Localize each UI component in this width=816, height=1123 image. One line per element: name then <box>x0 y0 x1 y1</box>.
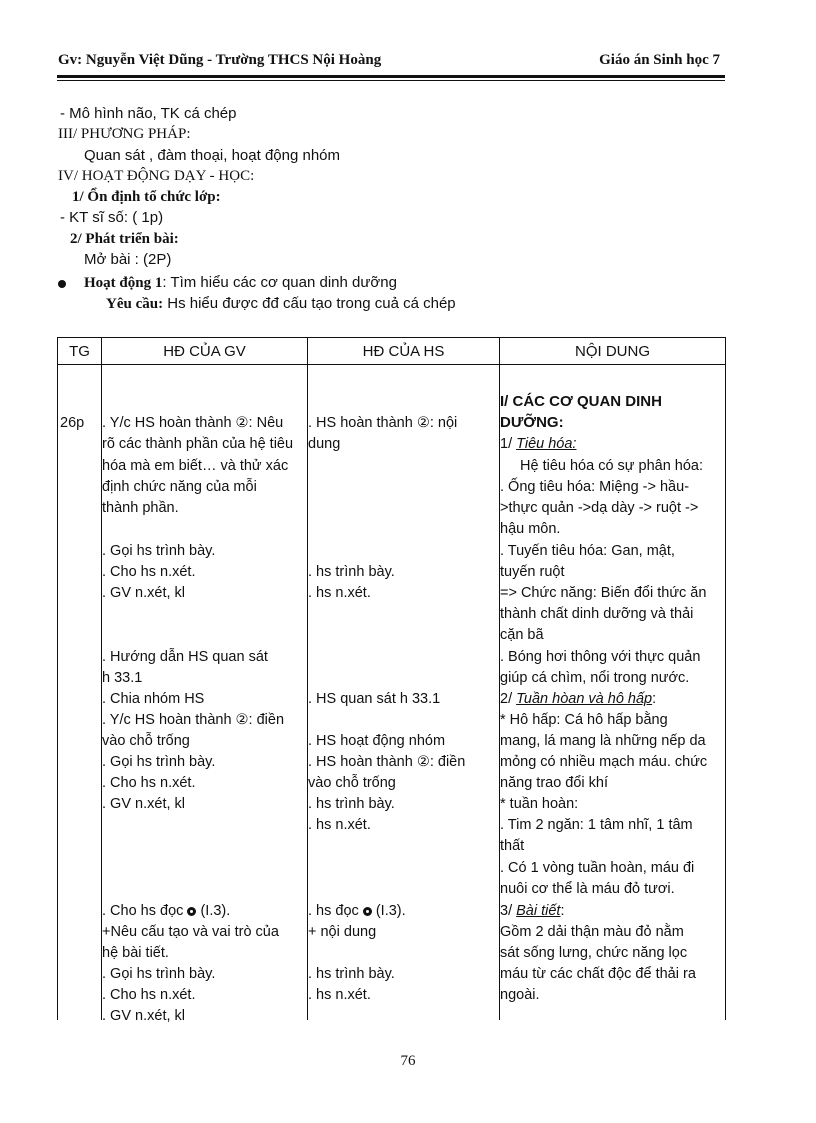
requirement: Yêu cầu: Hs hiểu được đđ cấu tạo trong cuả cá chép <box>106 295 456 312</box>
ring-bullet-icon <box>363 907 372 916</box>
gv-line: . Gọi hs trình bày. <box>102 966 216 982</box>
nd-line: >thực quản ->dạ dày -> ruột -> <box>500 500 699 516</box>
nd-line: nuôi cơ thể là máu đỏ tươi. <box>500 881 675 897</box>
hs-line: + nội dung <box>308 924 377 940</box>
cell-teacher <box>102 365 308 1024</box>
header-subject: Giáo án Sinh học 7 <box>599 52 720 68</box>
nd-line: => Chức năng: Biến đổi thức ăn <box>500 585 707 601</box>
cell-content <box>500 365 726 1021</box>
gv-line: . Y/c HS hoàn thành ②: điền <box>102 712 285 728</box>
gv-read-line: . Cho hs đọc (I.3). <box>102 903 231 919</box>
page-number: 76 <box>400 1053 416 1069</box>
gv-line: . Cho hs n.xét. <box>102 775 196 791</box>
hs-line: . hs n.xét. <box>308 585 371 601</box>
section-activities: IV/ HOẠT ĐỘNG DẠY - HỌC: <box>58 168 255 184</box>
nd-line: hậu môn. <box>500 521 561 537</box>
cell-student <box>308 365 500 1021</box>
gv-line: . Cho hs n.xét. <box>102 564 196 580</box>
activity-1: Hoạt động 1: Tìm hiểu các cơ quan dinh dưỡng <box>84 274 397 291</box>
gv-line: . Gọi hs trình bày. <box>102 543 216 559</box>
nd-line: Gồm 2 dải thận màu đỏ nằm <box>500 924 684 940</box>
nd-line: . Có 1 vòng tuần hoàn, máu đi <box>500 860 695 876</box>
nd-line: máu từ các chất độc để thải ra <box>500 966 696 982</box>
gv-line: hóa mà em biết… và thử xác <box>102 458 289 474</box>
opening: Mở bài : (2P) <box>84 251 172 268</box>
attendance-check: - KT sĩ số: ( 1p) <box>60 209 164 226</box>
nd-line: thất <box>500 838 525 854</box>
col-header-content: NỘI DUNG <box>500 338 726 365</box>
hs-line: . hs n.xét. <box>308 987 371 1003</box>
hs-line: . HS quan sát h 33.1 <box>308 691 441 707</box>
gv-line: . GV n.xét, kl <box>102 585 185 601</box>
nd-line: * tuần hoàn: <box>500 796 579 812</box>
header-rule-thin <box>57 80 725 81</box>
nd-line: . Bóng hơi thông với thực quản <box>500 649 701 665</box>
gv-line: hệ bài tiết. <box>102 945 169 961</box>
nd-heading: DƯỠNG: <box>500 414 564 431</box>
lesson-table <box>57 337 726 1024</box>
hs-line: . HS hoàn thành ②: điền <box>308 754 466 770</box>
nd-sub-circulation: 2/ Tuần hòan và hô hấp: <box>500 691 657 707</box>
nd-line: . Tuyến tiêu hóa: Gan, mật, <box>500 543 675 559</box>
intro-material: - Mô hình não, TK cá chép <box>60 105 237 122</box>
step-class-org: 1/ Ổn định tổ chức lớp: <box>72 189 221 205</box>
gv-line: . GV n.xét, kl <box>102 796 185 812</box>
section-method: III/ PHƯƠNG PHÁP: <box>58 126 191 142</box>
gv-line: . GV n.xét, kl <box>102 1008 185 1024</box>
nd-line: ngoài. <box>500 987 540 1003</box>
nd-line: * Hô hấp: Cá hô hấp bằng <box>500 712 668 728</box>
gv-line: . Hướng dẫn HS quan sát <box>102 649 268 665</box>
hs-line: . hs trình bày. <box>308 564 395 580</box>
gv-line: vào chỗ trống <box>102 733 190 749</box>
gv-line: . Gọi hs trình bày. <box>102 754 216 770</box>
col-header-student: HĐ CỦA HS <box>308 338 500 365</box>
gv-line: . Y/c HS hoàn thành ②: Nêu <box>102 415 284 431</box>
gv-line: thành phần. <box>102 500 179 516</box>
gv-line: . Chia nhóm HS <box>102 691 205 707</box>
hs-read-line: . hs đọc (I.3). <box>308 903 406 919</box>
nd-line: Hệ tiêu hóa có sự phân hóa: <box>520 458 704 474</box>
nd-line: tuyến ruột <box>500 564 565 580</box>
nd-line: sát sống lưng, chức năng lọc <box>500 945 688 961</box>
hs-line: . HS hoàn thành ②: nội <box>308 415 458 431</box>
header-teacher: Gv: Nguyễn Việt Dũng - Trường THCS Nội Hoàng <box>58 52 382 68</box>
hs-line: dung <box>308 436 341 452</box>
gv-line: h 33.1 <box>102 670 143 686</box>
time-value: 26p <box>60 415 85 431</box>
gv-line: +Nêu cấu tạo và vai trò của <box>102 924 279 940</box>
gv-line: định chức năng của mỗi <box>102 479 257 495</box>
nd-sub-digestion: 1/ Tiêu hóa: <box>500 436 577 452</box>
col-header-teacher: HĐ CỦA GV <box>102 338 308 365</box>
hs-line: . hs trình bày. <box>308 796 395 812</box>
nd-line: thành chất dinh dưỡng và thải <box>500 606 694 622</box>
nd-heading: I/ CÁC CƠ QUAN DINH <box>500 393 662 410</box>
nd-line: . Ống tiêu hóa: Miệng -> hầu- <box>500 479 690 495</box>
method-text: Quan sát , đàm thoại, hoạt động nhóm <box>84 147 341 164</box>
hs-line: . hs n.xét. <box>308 817 371 833</box>
nd-line: mỏng có nhiều mạch máu. chức <box>500 754 708 770</box>
nd-line: . Tim 2 ngăn: 1 tâm nhĩ, 1 tâm <box>500 817 693 833</box>
nd-line: mang, lá mang là những nếp da <box>500 733 706 749</box>
cell-time <box>58 365 102 1021</box>
nd-line: cặn bã <box>500 627 544 643</box>
gv-line: . Cho hs n.xét. <box>102 987 196 1003</box>
nd-sub-excretion: 3/ Bài tiết: <box>500 903 565 919</box>
bullet-icon <box>58 280 66 288</box>
nd-line: giúp cá chìm, nổi trong nước. <box>500 670 690 686</box>
hs-line: vào chỗ trống <box>308 775 396 791</box>
step-develop: 2/ Phát triển bài: <box>70 231 179 247</box>
hs-line: . hs trình bày. <box>308 966 395 982</box>
nd-line: năng trao đổi khí <box>500 775 609 791</box>
col-header-time: TG <box>58 338 102 365</box>
gv-line: rõ các thành phần của hệ tiêu <box>102 436 294 452</box>
header-rule-thick <box>57 75 725 78</box>
hs-line: . HS hoạt động nhóm <box>308 733 446 749</box>
